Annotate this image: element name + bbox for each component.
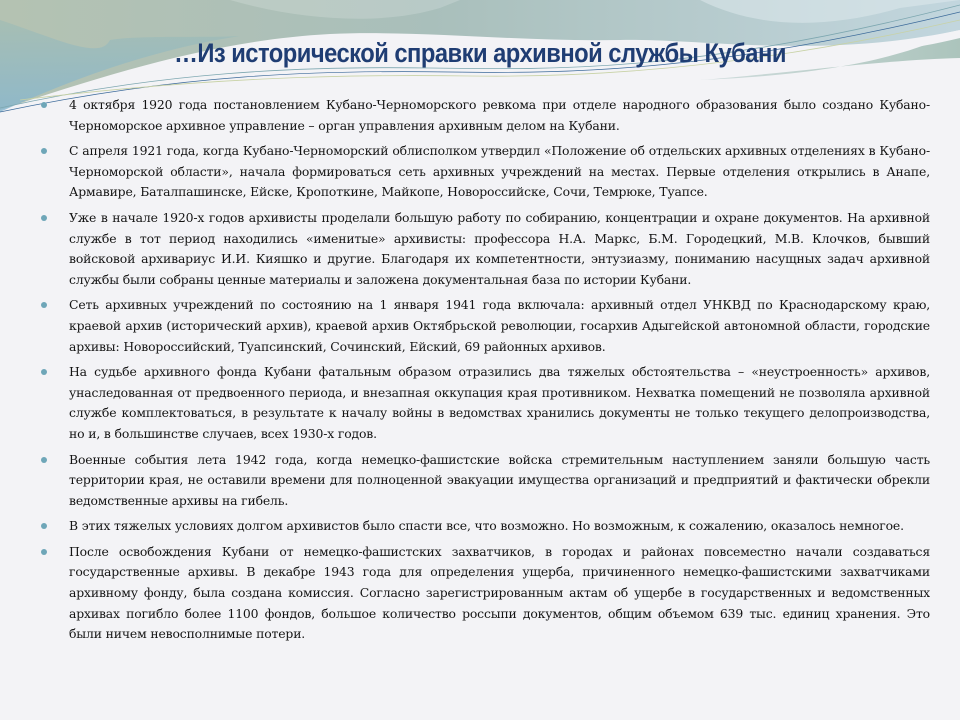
bullet-list	[40, 95, 930, 645]
bullet-dot-icon	[41, 523, 47, 529]
bullet-item-post-liberation	[40, 542, 930, 645]
bullet-dot-icon	[41, 302, 47, 308]
bullet-dot-icon	[41, 148, 47, 154]
bullet-item-1941-network	[40, 295, 930, 357]
bullet-text: С апреля 1921 года, когда Кубано-Черноморский облисполком утвердил «Положение об отдельских архивных отделениях в Кубано-Черноморской области», начала формироваться сеть архивных учреждений на местах. Первые отделения открылись в Анапе, Армавире, Баталпашинске, Ейске, Кропоткине, Майкопе, Новороссийске, Сочи, Темрюке, Туапсе.	[69, 143, 930, 200]
bullet-item-wartime-circumstances	[40, 362, 930, 444]
slide-body	[40, 95, 930, 650]
bullet-text: 4 октября 1920 года постановлением Кубано-Черноморского ревкома при отделе народного образования было создано Кубано-Черноморское архивное управление – орган управления архивным делом на Кубани.	[69, 97, 930, 133]
bullet-dot-icon	[41, 102, 47, 108]
bullet-item-1920-archive-board	[40, 95, 930, 136]
bullet-item-1920s-archivists	[40, 208, 930, 290]
bullet-item-1942-events	[40, 450, 930, 512]
bullet-text: После освобождения Кубани от немецко-фашистских захватчиков, в городах и районах повсеместно начали создаваться государственные архивы. В декабре 1943 года для определения ущерба, причиненного немецко-фашистскими захватчиками архивному фонду, была создана комиссия. Согласно зарегистрированным актам об ущербе в государственных и ведомственных архивах погибло более 1100 фондов, большое количество россыпи документов, общим объемом 639 тыс. единиц хранения. Это были ничем невосполнимые потери.	[69, 543, 930, 642]
bullet-text: В этих тяжелых условиях долгом архивистов было спасти все, что возможно. Но возможным, к сожалению, оказалось немногое.	[69, 518, 904, 534]
bullet-item-1921-network	[40, 141, 930, 203]
bullet-item-duty-of-archivists	[40, 516, 930, 537]
bullet-text: Сеть архивных учреждений по состоянию на 1 января 1941 года включала: архивный отдел УНКВД по Краснодарскому краю, краевой архив (исторический архив), краевой архив Октябрьской революции, госархив Адыгейской автономной области, городские архивы: Новороссийский, Туапсинский, Сочинский, Ейский, 69 районных архивов.	[69, 297, 930, 354]
bullet-text: Уже в начале 1920-х годов архивисты проделали большую работу по собиранию, концентрации и охране документов. На архивной службе в тот период находились «именитые» архивисты: профессора Н.А. Маркс, Б.М. Городецкий, М.В. Клочков, бывший войсковой архивариус И.И. Кияшко и другие. Благодаря их компетентности, энтузиазму, пониманию насущных задач архивной службы были собраны ценные материалы и заложена документальная база по истории Кубани.	[69, 209, 930, 287]
bullet-dot-icon	[41, 369, 47, 375]
bullet-text: На судьбе архивного фонда Кубани фатальным образом отразились два тяжелых обстоятельства – «неустроенность» архивов, унаследованная от предвоенного периода, и внезапная оккупация края противником. Нехватка помещений не позволяла архивной службе комплектоваться, в результате к началу войны в ведомствах хранились документы не только текущего делопроизводства, но и, в большинстве случаев, всех 1930-х годов.	[69, 364, 930, 441]
bullet-text: Военные события лета 1942 года, когда немецко-фашистские войска стремительным наступлением заняли большую часть территории края, не оставили времени для полноценной эвакуации имущества организаций и предприятий и фактически обрекли ведомственные архивы на гибель.	[69, 451, 930, 508]
bullet-dot-icon	[41, 215, 47, 221]
bullet-dot-icon	[41, 457, 47, 463]
slide-title: …Из исторической справки архивной службы Кубани	[174, 38, 786, 68]
bullet-dot-icon	[41, 549, 47, 555]
